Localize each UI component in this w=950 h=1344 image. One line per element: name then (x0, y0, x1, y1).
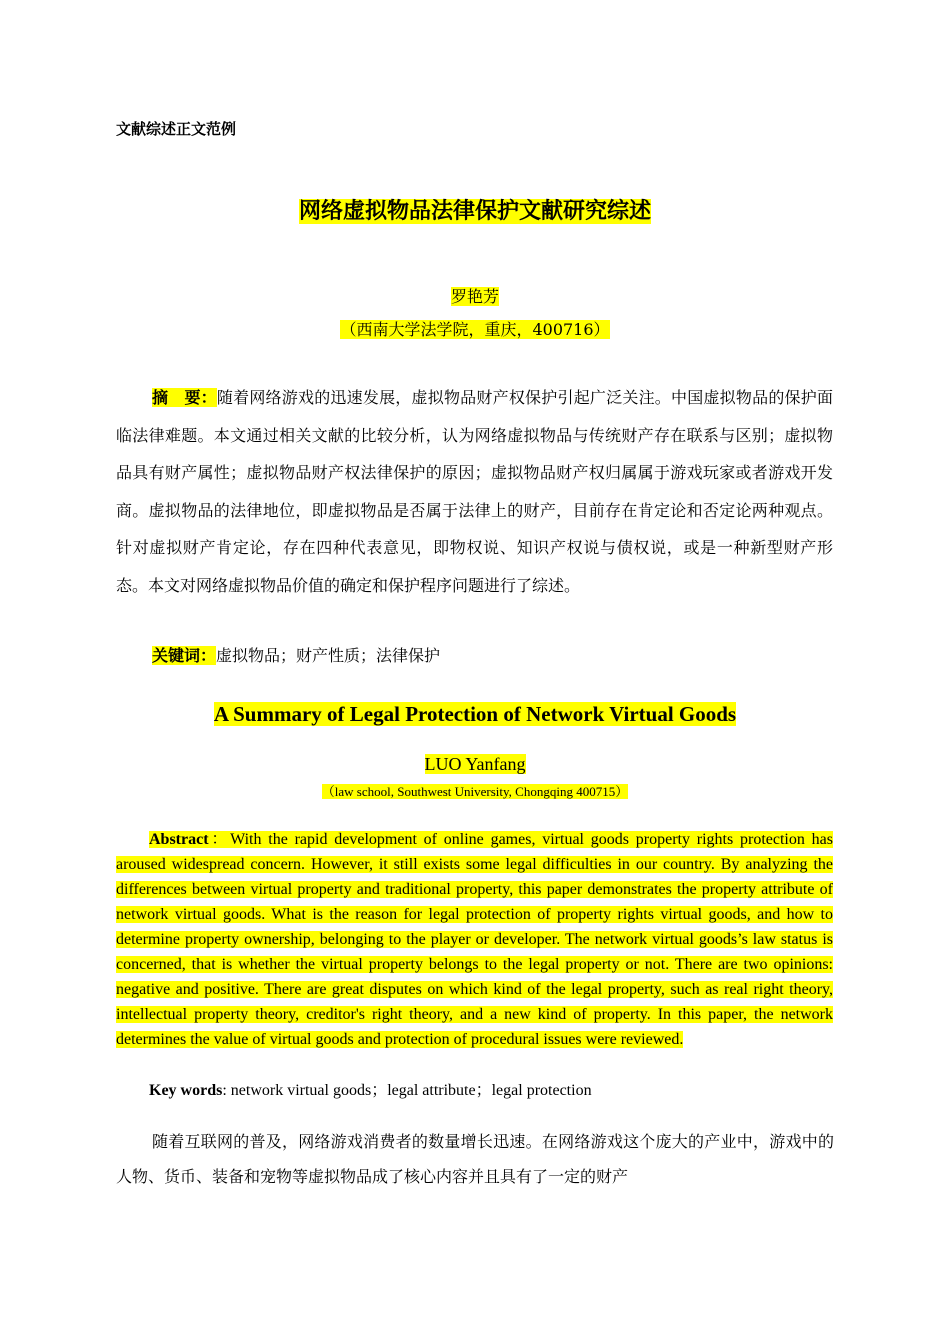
chinese-affiliation (0, 317, 950, 340)
english-keywords-text: : network virtual goods；legal attribute；legal protection (222, 1082, 592, 1099)
english-abstract (116, 827, 833, 1052)
body-paragraph: 随着互联网的普及，网络游戏消费者的数量增长迅速。在网络游戏这个庞大的产业中，游戏中的人物、货币、装备和宠物等虚拟物品成了核心内容并且具有了一定的财产 (116, 1132, 834, 1186)
english-title-text: A Summary of Legal Protection of Network Virtual Goods (213, 702, 737, 726)
chinese-keywords-label: 关键词： (152, 646, 217, 665)
english-title (0, 702, 950, 727)
english-abstract-label: Abstract (149, 831, 209, 848)
chinese-title-text: 网络虚拟物品法律保护文献研究综述 (298, 199, 651, 224)
chinese-keywords (152, 643, 440, 666)
chinese-title (0, 194, 950, 225)
sample-label: 文献综述正文范例 (116, 120, 237, 138)
chinese-keywords-text: 虚拟物品；财产性质；法律保护 (216, 646, 441, 665)
english-keywords-label: Key words (149, 1082, 223, 1099)
english-abstract-text: ：With the rapid development of online games, virtual goods property rights protection has aroused widespread concern. However, it still exists some legal difficulties in our country. By analyzing the differences between virtual property and traditional property, this paper demonstrates the property attribute of network virtual goods. What is the reason for legal protection of property rights virtual goods, and how to determine property ownership, belonging to the player or developer. The network virtual goods’s law status is concerned, that is whether the virtual property belongs to the legal property or not. There are two opinions: negative and positive. There are great disputes on which kind of the legal property, such as real right theory, intellectual property theory, creditor's right theory, and a new kind of property. In this paper, the network determines the value of virtual goods and protection of procedural issues were reviewed. (116, 831, 833, 1048)
english-affiliation-text: （law school, Southwest University, Chongqing 400715） (321, 784, 629, 799)
chinese-author (0, 284, 950, 307)
chinese-abstract-label: 摘 要： (152, 388, 217, 407)
chinese-affiliation-text: （西南大学法学院，重庆，400716） (340, 320, 610, 339)
english-author-text: LUO Yanfang (424, 754, 526, 774)
english-author (0, 754, 950, 775)
english-affiliation (0, 781, 950, 800)
english-keywords (149, 1077, 592, 1100)
chinese-abstract (116, 379, 833, 604)
chinese-author-text: 罗艳芳 (450, 287, 499, 306)
chinese-abstract-text: 随着网络游戏的迅速发展，虚拟物品财产权保护引起广泛关注。中国虚拟物品的保护面临法律难题。本文通过相关文献的比较分析，认为网络虚拟物品与传统财产存在联系与区别；虚拟物品具有财产属性；虚拟物品财产权法律保护的原因；虚拟物品财产权归属属于游戏玩家或者游戏开发商。虚拟物品的法律地位，即虚拟物品是否属于法律上的财产，目前存在肯定论和否定论两种观点。针对虚拟财产肯定论，存在四种代表意见，即物权说、知识产权说与债权说，或是一种新型财产形态。本文对网络虚拟物品价值的确定和保护程序问题进行了综述。 (116, 388, 833, 595)
